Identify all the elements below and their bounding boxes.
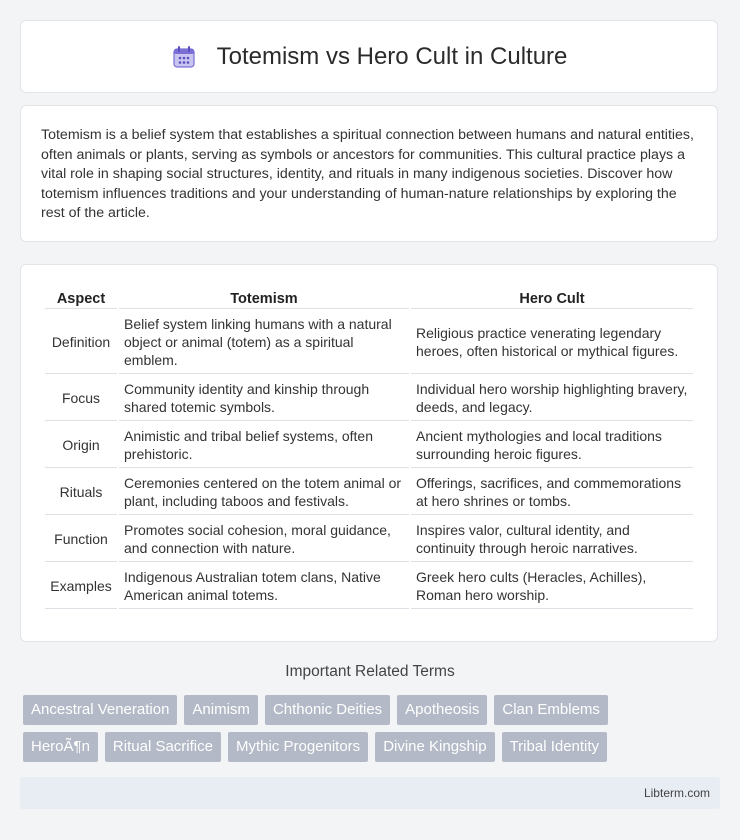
header-hero-cult: Hero Cult — [411, 289, 693, 309]
table-row — [45, 423, 693, 468]
tag-apotheosis[interactable]: Apotheosis — [397, 695, 487, 725]
aspect-cell: Rituals — [45, 470, 117, 515]
tag-tribal-identity[interactable]: Tribal Identity — [502, 732, 607, 762]
totemism-cell: Promotes social cohesion, moral guidance, and connection with nature. — [119, 517, 409, 562]
header-totemism: Totemism — [119, 289, 409, 309]
footer — [20, 777, 720, 809]
tag-divine-kingship[interactable]: Divine Kingship — [375, 732, 494, 762]
tag-ancestral-veneration[interactable]: Ancestral Veneration — [23, 695, 177, 725]
hero-cult-cell: Religious practice venerating legendary heroes, often historical or mythical figures. — [411, 311, 693, 374]
table-row — [45, 470, 693, 515]
comparison-table-card — [20, 264, 718, 642]
tag-row — [23, 732, 723, 762]
tag-mythic-progenitors[interactable]: Mythic Progenitors — [228, 732, 368, 762]
tag-animism[interactable]: Animism — [184, 695, 258, 725]
tag-row — [23, 695, 723, 725]
tag-heroon[interactable]: HeroÃ¶n — [23, 732, 98, 762]
title-card — [20, 20, 718, 93]
table-header-row — [45, 289, 693, 309]
table-row — [45, 311, 693, 374]
intro-text: Totemism is a belief system that establishes a spiritual connection between humans and natural entities, often animals or plants, serving as symbols or ancestors for communities. This cultural practice plays a vital role in shaping social structures, identity, and rituals in many indigenous societies. Discover how totemism influences traditions and your understanding of human-nature relationships by exploring the rest of the article. — [41, 127, 694, 222]
totemism-cell: Indigenous Australian totem clans, Native American animal totems. — [119, 564, 409, 609]
hero-cult-cell: Inspires valor, cultural identity, and continuity through heroic narratives. — [411, 517, 693, 562]
header-aspect: Aspect — [45, 289, 117, 309]
totemism-cell: Ceremonies centered on the totem animal or plant, including taboos and festivals. — [119, 470, 409, 515]
page-title: Totemism vs Hero Cult in Culture — [216, 42, 568, 70]
table-row — [45, 517, 693, 562]
totemism-cell: Belief system linking humans with a natural object or animal (totem) as a spiritual emblem. — [119, 311, 409, 374]
calendar-icon — [171, 44, 197, 70]
tag-clan-emblems[interactable]: Clan Emblems — [494, 695, 608, 725]
hero-cult-cell: Offerings, sacrifices, and commemorations at hero shrines or tombs. — [411, 470, 693, 515]
aspect-cell: Function — [45, 517, 117, 562]
footer-site-link[interactable]: Libterm.com — [643, 786, 710, 800]
related-terms — [23, 695, 723, 769]
aspect-cell: Origin — [45, 423, 117, 468]
table-row — [45, 564, 693, 609]
hero-cult-cell: Greek hero cults (Heracles, Achilles), Roman hero worship. — [411, 564, 693, 609]
aspect-cell: Examples — [45, 564, 117, 609]
aspect-cell: Focus — [45, 376, 117, 421]
table-row — [45, 376, 693, 421]
tag-ritual-sacrifice[interactable]: Ritual Sacrifice — [105, 732, 221, 762]
hero-cult-cell: Individual hero worship highlighting bravery, deeds, and legacy. — [411, 376, 693, 421]
intro-card — [20, 105, 718, 242]
aspect-cell: Definition — [45, 311, 117, 374]
related-terms-title: Important Related Terms — [285, 663, 455, 680]
totemism-cell: Animistic and tribal belief systems, often prehistoric. — [119, 423, 409, 468]
comparison-table — [43, 287, 695, 611]
totemism-cell: Community identity and kinship through shared totemic symbols. — [119, 376, 409, 421]
hero-cult-cell: Ancient mythologies and local traditions surrounding heroic figures. — [411, 423, 693, 468]
tag-chthonic-deities[interactable]: Chthonic Deities — [265, 695, 390, 725]
